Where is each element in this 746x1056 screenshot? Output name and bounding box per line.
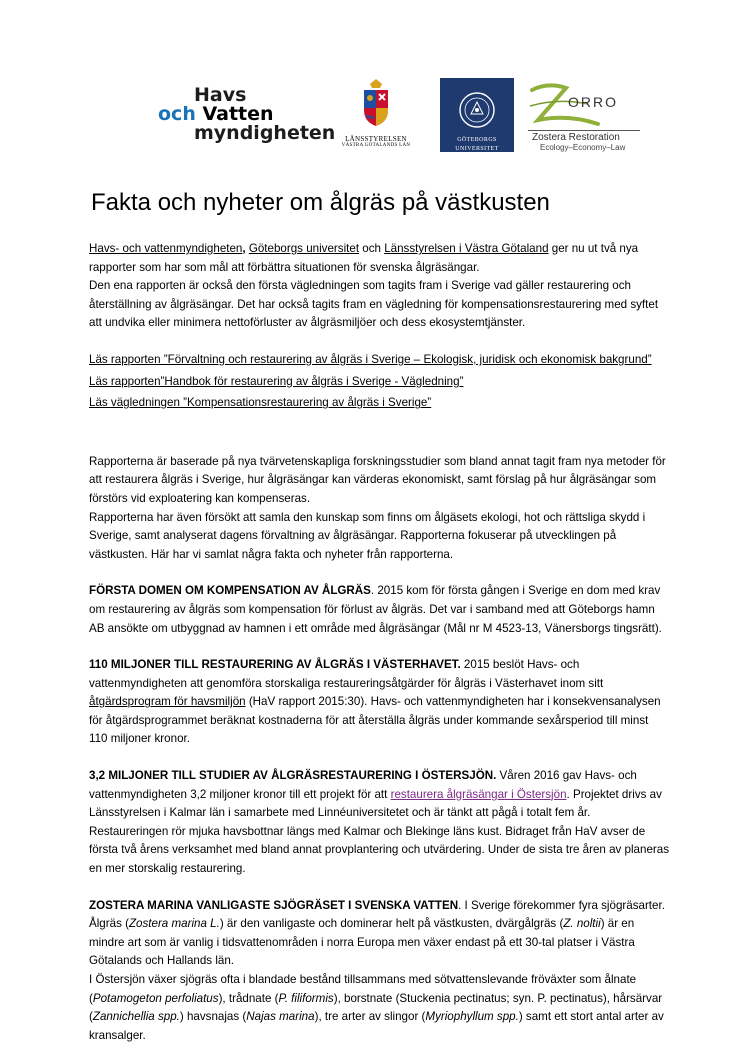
link-lansstyrelsen[interactable]: Länsstyrelsen i Västra Götaland bbox=[384, 242, 549, 255]
section-text: . 2015 kom för första gången i Sverige en dom med krav om restaurering av ålgräs som kompensation för förlust av ålgräs. Det var i samband med att Göteborgs hamn AB ansökte om utbyggnad av hamnen i ett område med ålgräsängar (Mål nr M 4523-13, Vänersborgs tingsrätt). bbox=[89, 584, 662, 635]
basis-paragraph-1: Rapporterna är baserade på nya tvärvetenskapliga forskningsstudier som bland annat tagit fram nya metoder för att restaurera ålgräs i Sverige, hur ålgräsängar kan värderas ekonomiskt, samt förslag på hur ålgräsängar som förstörs vid exploatering kan kompenseras. bbox=[89, 454, 666, 505]
section-heading: FÖRSTA DOMEN OM KOMPENSATION AV ÅLGRÄS bbox=[89, 584, 371, 598]
section-3-2-miljoner bbox=[89, 767, 669, 879]
section-heading: 110 MILJONER TILL RESTAURERING AV ÅLGRÄS I VÄSTERHAVET. bbox=[89, 658, 461, 672]
intro-paragraph-2: Den ena rapporten är också den första vägledningen som tagits fram i Sverige vad gäller restaurering och återställning av ålgräsängar. Det har också tagits fram en vägledning för kompensationsrestaurering med syftet att undvika eller minimera nettoförluster av ålgräsmiljöer och dess ekosystemtjänster. bbox=[89, 279, 659, 330]
zorro-tagline-2: Ecology–Economy–Law bbox=[540, 143, 626, 152]
intro-sep-1: , bbox=[242, 242, 249, 255]
hav-logo-vatten: Vatten bbox=[202, 103, 274, 125]
hav-logo-och: och bbox=[158, 103, 196, 125]
havs-och-vattenmyndigheten-logo bbox=[158, 86, 335, 143]
section-text: ) är en mindre art som är vanlig i tidsvattenområden i norra Europa men växer endast på ett 30-tal platser i Västra Götalands och Hallands län. bbox=[89, 917, 635, 968]
intro-paragraph bbox=[89, 240, 669, 277]
species-name: Myriophyllum spp. bbox=[425, 1010, 519, 1024]
section-text: . I Sverige förekommer fyra sjögräsarter. Ålgräs ( bbox=[89, 898, 665, 931]
link-atgardsprogram[interactable]: åtgärdsprogram för havsmiljön bbox=[89, 695, 246, 709]
university-seal-icon bbox=[457, 90, 497, 130]
intro-rest: ger nu ut två nya rapporter som har som mål att förbättra situationen för svenska ålgräsängar. bbox=[89, 242, 639, 274]
section-110-miljoner bbox=[89, 656, 669, 749]
section-zostera-marina bbox=[89, 897, 669, 971]
gu-name-1: GÖTEBORGS bbox=[457, 137, 497, 143]
page-title: Fakta och nyheter om ålgräs på västkusten bbox=[91, 189, 550, 216]
section-text: . Projektet drivs av Länsstyrelsen i Kalmar län i samarbete med Linnéuniversitetet och är tänkt att pågå i totalt fem år. Restaureringen rör mjuka havsbottnar längs med Kalmar och Blekinge läns kust. Bidraget från HaV avser de första två årens verksamhet med bland annat provplantering och utvärdering. Under de sista tre åren av planeras en mer storskalig restaurering. bbox=[89, 787, 670, 876]
species-name: Z. noltii bbox=[563, 917, 601, 931]
intro-sep-2: och bbox=[359, 242, 385, 255]
section-text: ) är den vanligaste och dominerar helt på västkusten, dvärgålgräs ( bbox=[219, 917, 564, 931]
species-name: P. filiformis bbox=[278, 991, 334, 1005]
section-text: Våren 2016 gav Havs- och vattenmyndigheten 3,2 miljoner kronor till ett projekt för att bbox=[89, 769, 637, 801]
lansstyrelsen-sub: VÄSTRA GÖTALANDS LÄN bbox=[341, 143, 411, 148]
link-goteborgs-universitet[interactable]: Göteborgs universitet bbox=[248, 242, 360, 255]
species-name: Potamogeton perfoliatus bbox=[92, 991, 219, 1005]
article-body bbox=[89, 240, 669, 1045]
section-text: ), tre arter av slingor ( bbox=[314, 1010, 426, 1024]
section-text: ), borstnate (Stuckenia pectinatus; syn. P. pectinatus), hårsärvar ( bbox=[89, 991, 663, 1024]
section-zostera-paragraph-2 bbox=[89, 971, 669, 1045]
section-text: ) havsnajas ( bbox=[179, 1010, 247, 1024]
report-links bbox=[89, 351, 669, 413]
section-heading: ZOSTERA MARINA VANLIGASTE SJÖGRÄSET I SVENSKA VATTEN bbox=[89, 898, 459, 912]
hav-logo-line1: Havs bbox=[194, 84, 247, 106]
section-text: ) samt ett stort antal arter av kransalger. bbox=[89, 1010, 664, 1042]
gu-name-2: UNIVERSITET bbox=[455, 146, 499, 152]
zorro-logo bbox=[528, 80, 646, 150]
species-name: Zostera marina L. bbox=[128, 917, 220, 931]
link-report-kompensation[interactable]: Läs vägledningen ”Kompensationsrestaurering av ålgräs i Sverige” bbox=[89, 396, 432, 410]
section-text: I Östersjön växer sjögräs ofta i blandade bestånd tillsammans med sötvattenslevande fröväxter som ålnate ( bbox=[89, 973, 637, 1005]
link-havs-och-vattenmyndigheten[interactable]: Havs- och vattenmyndigheten bbox=[89, 242, 243, 255]
zorro-divider bbox=[528, 130, 640, 131]
goteborgs-universitet-logo bbox=[440, 78, 514, 152]
lansstyrelsen-logo bbox=[336, 78, 416, 148]
section-heading: 3,2 MILJONER TILL STUDIER AV ÅLGRÄSRESTAURERING I ÖSTERSJÖN. bbox=[89, 769, 497, 783]
section-text: (HaV rapport 2015:30). Havs- och vattenmyndigheten har i konsekvensanalysen för åtgärdsprogrammet beräknat kostnaderna för att återställa ålgräs under kommande sexårsperiod till minst 110 miljoner kronor. bbox=[89, 695, 661, 746]
species-name: Zannichellia spp. bbox=[92, 1010, 180, 1024]
species-name: Najas marina bbox=[246, 1010, 315, 1024]
lansstyrelsen-name: LÄNSSTYRELSEN bbox=[345, 135, 407, 143]
basis-paragraph-2: Rapporterna har även försökt att samla den kunskap som finns om ålgäsets ekologi, hot och rättsliga skydd i Sverige, samt analyserat dagens förvaltning av ålgräsängar. Rapporterna fokuserar på utvecklingen på västkusten. Här har vi samlat några fakta och nyheter från rapporterna. bbox=[89, 510, 646, 561]
zorro-tagline-1: Zostera Restoration bbox=[532, 132, 620, 143]
section-forsta-domen bbox=[89, 582, 669, 638]
link-report-forvaltning[interactable]: Läs rapporten ”Förvaltning och restaurering av ålgräs i Sverige – Ekologisk, juridisk och ekonomisk bakgrund” bbox=[89, 352, 652, 366]
zorro-brand: ORRO bbox=[568, 94, 618, 110]
section-text: 2015 beslöt Havs- och vattenmyndigheten att genomföra storskaliga restaureringsåtgärder för ålgräs i Västerhavet inom sitt bbox=[89, 658, 604, 690]
link-report-handbok[interactable]: Läs rapporten”Handbok för restaurering av ålgräs i Sverige - Vägledning” bbox=[89, 374, 464, 388]
link-restaurera-alggrasangar[interactable]: restaurera ålgräsängar i Östersjön bbox=[390, 787, 567, 801]
logo-row bbox=[0, 72, 746, 162]
section-text: ), trådnate ( bbox=[218, 991, 279, 1005]
hav-logo-line3: myndigheten bbox=[194, 122, 336, 144]
coat-of-arms-icon bbox=[356, 78, 396, 128]
